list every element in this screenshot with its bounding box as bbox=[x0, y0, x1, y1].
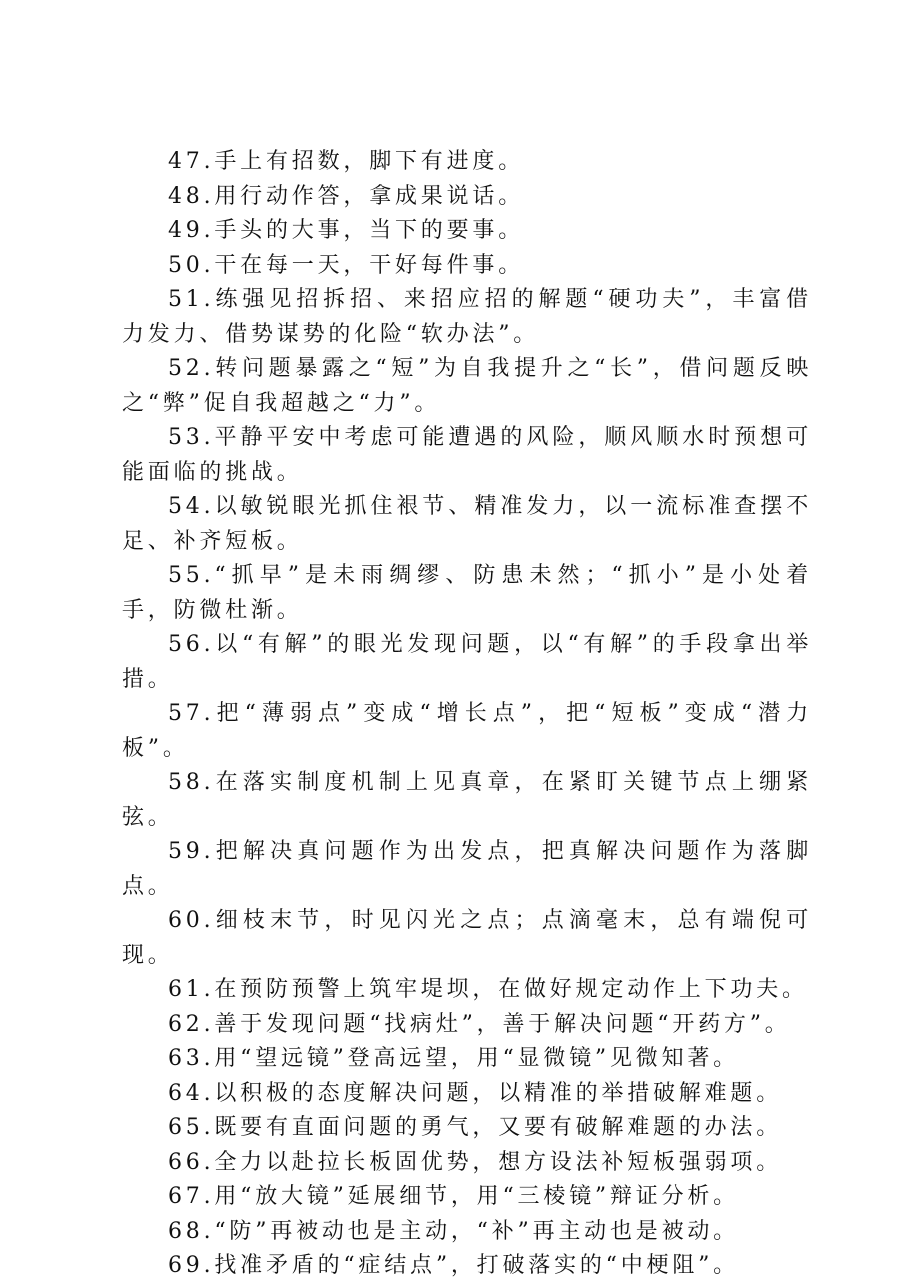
list-item-60: 60.细枝末节，时见闪光之点；点滴毫末，总有端倪可现。 bbox=[122, 908, 812, 968]
list-item-68: 68.“防”再被动也是主动，“补”再主动也是被动。 bbox=[168, 1218, 739, 1244]
list-item-57: 57.把“薄弱点”变成“增长点”，把“短板”变成“潜力板”。 bbox=[122, 701, 812, 761]
list-item-52: 52.转问题暴露之“短”为自我提升之“长”，借问题反映之“弊”促自我超越之“力”。 bbox=[122, 356, 812, 416]
list-item-56: 56.以“有解”的眼光发现问题，以“有解”的手段拿出举措。 bbox=[122, 632, 812, 692]
list-item-54: 54.以敏锐眼光抓住裉节、精准发力，以一流标准查摆不足、补齐短板。 bbox=[122, 494, 812, 554]
list-item-47: 47.手上有招数，脚下有进度。 bbox=[168, 149, 524, 174]
list-item-51: 51.练强见招拆招、来招应招的解题“硬功夫”，丰富借力发力、借势谋势的化险“软办法”。 bbox=[122, 287, 812, 347]
list-item-49: 49.手头的大事，当下的要事。 bbox=[168, 218, 524, 243]
list-item-69: 69.找准矛盾的“症结点”，打破落实的“中梗阻”。 bbox=[168, 1253, 739, 1278]
list-item-66: 66.全力以赴拉长板固优势，想方设法补短板强弱项。 bbox=[168, 1149, 782, 1175]
list-item-58: 58.在落实制度机制上见真章，在紧盯关键节点上绷紧弦。 bbox=[122, 770, 812, 830]
document-body bbox=[122, 145, 812, 1284]
list-item-59: 59.把解决真问题作为出发点，把真解决问题作为落脚点。 bbox=[122, 839, 812, 899]
list-item-55: 55.“抓早”是未雨绸缪、防患未然；“抓小”是小处着手，防微杜渐。 bbox=[122, 563, 812, 623]
list-item-61: 61.在预防预警上筑牢堤坝，在做好规定动作上下功夫。 bbox=[168, 977, 808, 1002]
list-item-53: 53.平静平安中考虑可能遭遇的风险，顺风顺水时预想可能面临的挑战。 bbox=[122, 425, 812, 485]
list-item-62: 62.善于发现问题“找病灶”，善于解决问题“开药方”。 bbox=[168, 1011, 791, 1037]
list-item-63: 63.用“望远镜”登高远望，用“显微镜”见微知著。 bbox=[168, 1046, 739, 1071]
list-item-67: 67.用“放大镜”延展细节，用“三棱镜”辩证分析。 bbox=[168, 1184, 739, 1209]
list-item-50: 50.干在每一天，干好每件事。 bbox=[168, 252, 524, 278]
list-item-64: 64.以积极的态度解决问题，以精准的举措破解难题。 bbox=[168, 1080, 782, 1106]
list-item-65: 65.既要有直面问题的勇气，又要有破解难题的办法。 bbox=[168, 1115, 782, 1140]
list-item-48: 48.用行动作答，拿成果说话。 bbox=[168, 183, 524, 209]
